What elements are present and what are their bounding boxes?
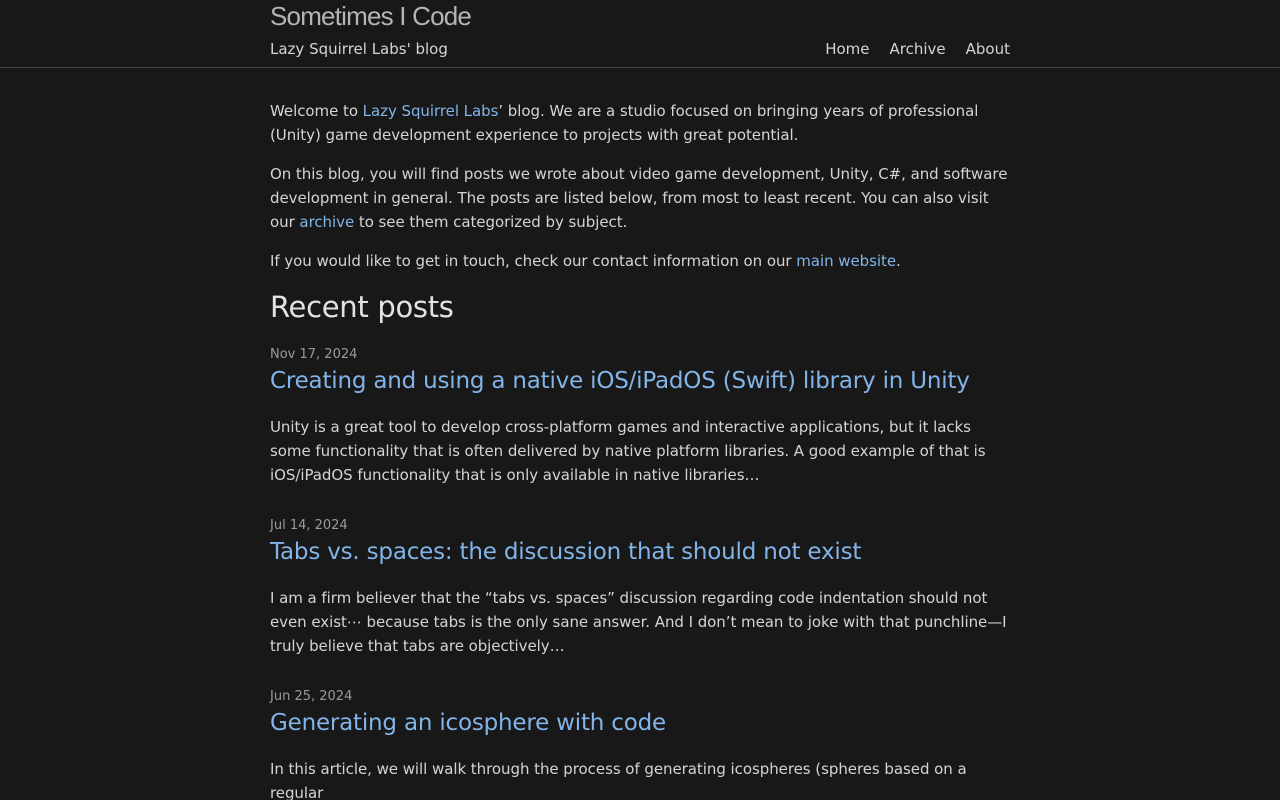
post-title-link[interactable]: Tabs vs. spaces: the discussion that should not exist [270, 539, 862, 565]
intro-text: ’ blog. We are a studio focused on bringing years of professional (Unity) game development experience to projects with great potential. [270, 102, 979, 144]
main-content [270, 68, 1010, 800]
post-date: Jul 14, 2024 [270, 518, 348, 533]
post-item [270, 689, 1010, 800]
intro-text: On this blog, you will find posts we wrote about video game development, Unity, C#, and software development in general. The posts are listed below, from most to least recent. You can also visit our [270, 165, 1008, 231]
post-item [270, 347, 1010, 487]
post-title-link[interactable]: Generating an icosphere with code [270, 710, 666, 736]
archive-link[interactable]: archive [299, 213, 355, 231]
intro-text: . [896, 252, 901, 270]
post-excerpt: Unity is a great tool to develop cross-platform games and interactive applications, but it lacks some functionality that is often delivered by native platform libraries. A good example of that is iOS/iPadOS functionality that is only available in native libraries… [270, 418, 986, 484]
post-excerpt: In this article, we will walk through the process of generating icospheres (spheres based on a regular [270, 760, 967, 800]
nav-about[interactable]: About [965, 40, 1010, 58]
post-date: Jun 25, 2024 [270, 689, 353, 704]
intro-paragraph-contact [270, 249, 1010, 273]
post-date: Nov 17, 2024 [270, 347, 358, 362]
intro-text: to see them categorized by subject. [354, 213, 628, 231]
post-excerpt: I am a firm believer that the “tabs vs. spaces” discussion regarding code indentation should not even exist⋯ because tabs is the only sane answer. And I don’t mean to joke with that punchline—I truly believe that tabs are objectively… [270, 589, 1007, 655]
main-nav [825, 40, 1010, 58]
post-item [270, 518, 1010, 658]
lazy-squirrel-labs-link[interactable]: Lazy Squirrel Labs [362, 102, 499, 120]
main-website-link[interactable]: main website [796, 252, 897, 270]
intro-paragraph-blog [270, 162, 1010, 234]
recent-posts-heading: Recent posts [270, 290, 454, 324]
nav-archive[interactable]: Archive [889, 40, 946, 58]
intro-text: If you would like to get in touch, check our contact information on our [270, 252, 797, 270]
header-inner [270, 0, 1010, 67]
site-title[interactable]: Sometimes I Code [270, 1, 472, 31]
intro [270, 99, 1010, 273]
intro-paragraph-welcome [270, 99, 1010, 147]
site-subtitle: Lazy Squirrel Labs' blog [270, 40, 448, 58]
nav-home[interactable]: Home [825, 40, 870, 58]
post-title-link[interactable]: Creating and using a native iOS/iPadOS (Swift) library in Unity [270, 368, 970, 394]
site-header [0, 0, 1280, 68]
intro-text: Welcome to [270, 102, 363, 120]
